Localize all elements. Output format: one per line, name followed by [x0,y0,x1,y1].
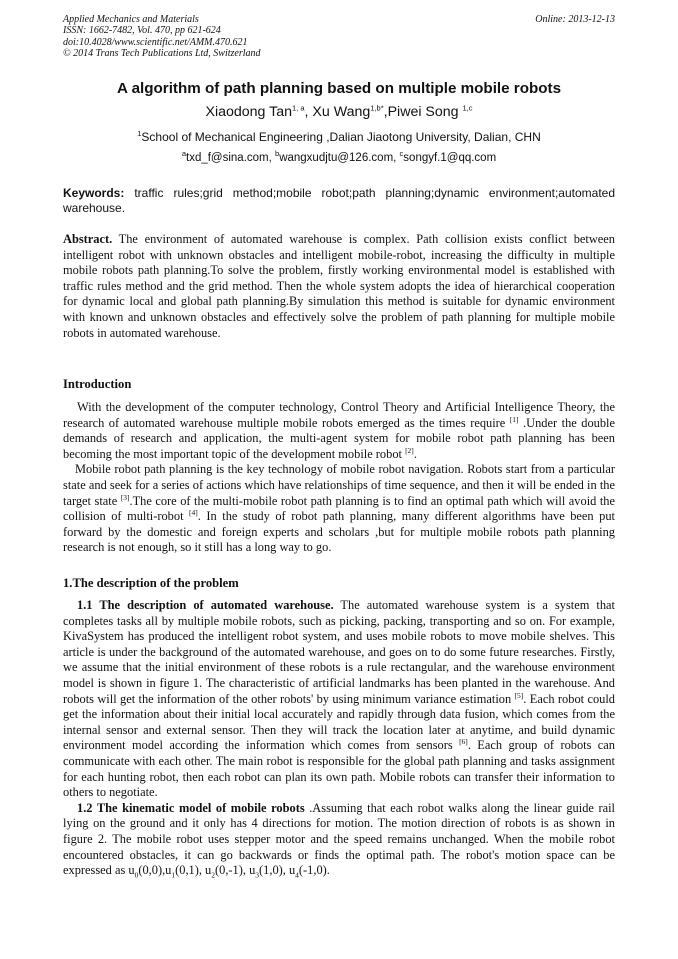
paragraph [63,801,615,879]
issn-line: ISSN: 1662-7482, Vol. 470, pp 621-624 [63,25,221,37]
section-heading: 1.The description of the problem [63,576,239,590]
paragraph-text: (0,0),u [138,863,172,878]
affiliation [63,130,615,144]
affiliation-text: School of Mechanical Engineering ,Dalian Jiaotong University, Dalian, CHN [141,130,541,144]
journal-header [63,14,615,60]
author-affil-sup: 1,b* [370,103,384,113]
paragraph-text: . Each robot could get the information about their initial local accurately and rapidly through data fusion, which comes from the internal sensor and external sensor. Then they will track the location later at anytime, and build dynamic environment model according the information which comes from sensors [63,691,615,753]
journal-name: Applied Mechanics and Materials [63,14,199,25]
subscript: 3 [255,870,260,880]
email-address: wangxudjtu@126.com, [279,152,400,164]
paragraph-text: . [413,446,417,461]
paragraph-text: (0,1), u [175,863,212,878]
citation: [3] [120,492,130,502]
citation: [4] [189,508,198,518]
subscript: 2 [211,870,216,880]
author-list [63,104,615,120]
keywords-text: traffic rules;grid method;mobile robot;path planning;dynamic environment;automated warehouse. [63,186,615,215]
paragraph-text: With the development of the computer technology, Control Theory and Artificial Intelligence Theory, the research of automated warehouse multiple mobile robots emerged as the times require [63,400,615,430]
paragraph-text: (1,0), u [259,863,296,878]
author-separator: , [304,104,313,120]
abstract [63,232,615,341]
citation: [2] [405,445,414,455]
copyright-line: © 2014 Trans Tech Publications Ltd, Switzerland [63,48,261,60]
author-separator: , [383,104,388,120]
author-name: Piwei Song [387,104,463,120]
affiliation-sup: 1 [137,129,142,138]
email-sup: c [399,149,404,159]
author-affil-sup: 1, a [292,103,305,113]
subscript: 1 [171,870,176,880]
abstract-label: Abstract. [63,232,113,246]
online-date: Online: 2013-12-13 [535,14,615,25]
paragraph-text: .Under the double demands of research and application, the multi-agent system for mobile robot path planning has been becoming the most important topic of the development mobile robot [63,415,615,461]
paragraph [63,598,615,801]
subsection-title: 1.2 The kinematic model of mobile robots [77,800,305,815]
paragraph-text: .The core of the multi-mobile robot path planning is to find an optimal path which will avoid the collision of multi-robot [63,493,615,524]
author-name: Xu Wang [312,104,371,120]
paragraph [63,462,615,556]
paper-title: A algorithm of path planning based on multiple mobile robots [116,80,562,97]
author-name: Xiaodong Tan [205,104,293,120]
email-address: txd_f@sina.com, [186,152,276,164]
citation: [1] [509,414,519,424]
email-sup: a [181,149,186,159]
email-sup: b [275,149,280,159]
subsection-title: 1.1 The description of automated warehouse. [77,598,334,612]
subscript: 4 [295,870,299,880]
keywords [63,186,615,215]
paragraph [63,400,615,462]
paragraph-text: Mobile robot path planning is the key technology of mobile robot navigation. Robots start from a particular state and seek for a series of actions which have relationships of time sequence, and then it will be ended in the target state [63,462,615,508]
doi-line: doi:10.4028/www.scientific.net/AMM.470.621 [63,36,248,48]
subscript: 0 [134,870,139,880]
citation: [5] [514,690,524,700]
paragraph-text: (-1,0). [298,863,330,878]
paragraph-text: . Each group of robots can communicate with each other. The main robot is responsible for the global path planning and tasks assignment for each hunting robot, then each robot can plan its own path. Mobile robots can transfer their information to others to negotiate. [63,738,616,800]
paragraph-text: The automated warehouse system is a system that completes tasks all by multiple mobile robots, such as picking, packing, transporting and so on. For example, KivaSystem has produced the intelligent robot system, and uses mobile robots to move mobile shelves. This article is under the background of the automated warehouse, and goes on to do some future researches. Firstly, we assume that the initial environment of these robots is a rule rectangular, and the warehouse environment model is shown in figure 1. The characteristic of artificial landmarks has been planted in the warehouse. And robots will get the information of the other robots' by using minimum variance estimation [63,598,615,706]
paragraph-text: (0,-1), u [215,863,256,878]
abstract-text: The environment of automated warehouse is complex. Path collision exists conflict between intelligent robot with unknown obstacles and intelligent mobile-robot, increasing the difficulty in multiple mobile robots path planning.To solve the problem, firstly working environmental model is established with traffic rules method and the grid method. Then the whole system adopts the idea of hierarchical cooperation for dynamic local and global path planning.By simulation this method is suitable for dynamic environment with known and unknown obstacles and effectively solve the problem of path planning for multiple mobile robots in automated warehouse. [63,232,615,340]
paragraph-text: . In the study of robot path planning, many different algorithms have been put forward by the domestic and foreign experts and scholars ,but for multiple mobile robots path planning research is not enough, so it still has a long way to go. [63,509,615,555]
paragraph-text: .Assuming that each robot walks along the linear guide rail lying on the ground and it only has 4 directions for motion. The motion direction of robots is as shown in figure 2. The mobile robot uses stepper motor and the speed remains unchanged. When the mobile robot encountered obstacles, it can go backwards or finds the optimal path. The robot's motion space can be expressed as u [63,800,615,878]
citation: [6] [459,737,468,747]
introduction-body [63,400,615,556]
author-emails [63,149,615,164]
keywords-label: Keywords: [63,186,125,200]
section-body [63,598,615,879]
introduction-heading: Introduction [63,377,132,391]
email-address: songyf.1@qq.com [403,152,497,164]
author-affil-sup: 1,c [462,103,473,113]
